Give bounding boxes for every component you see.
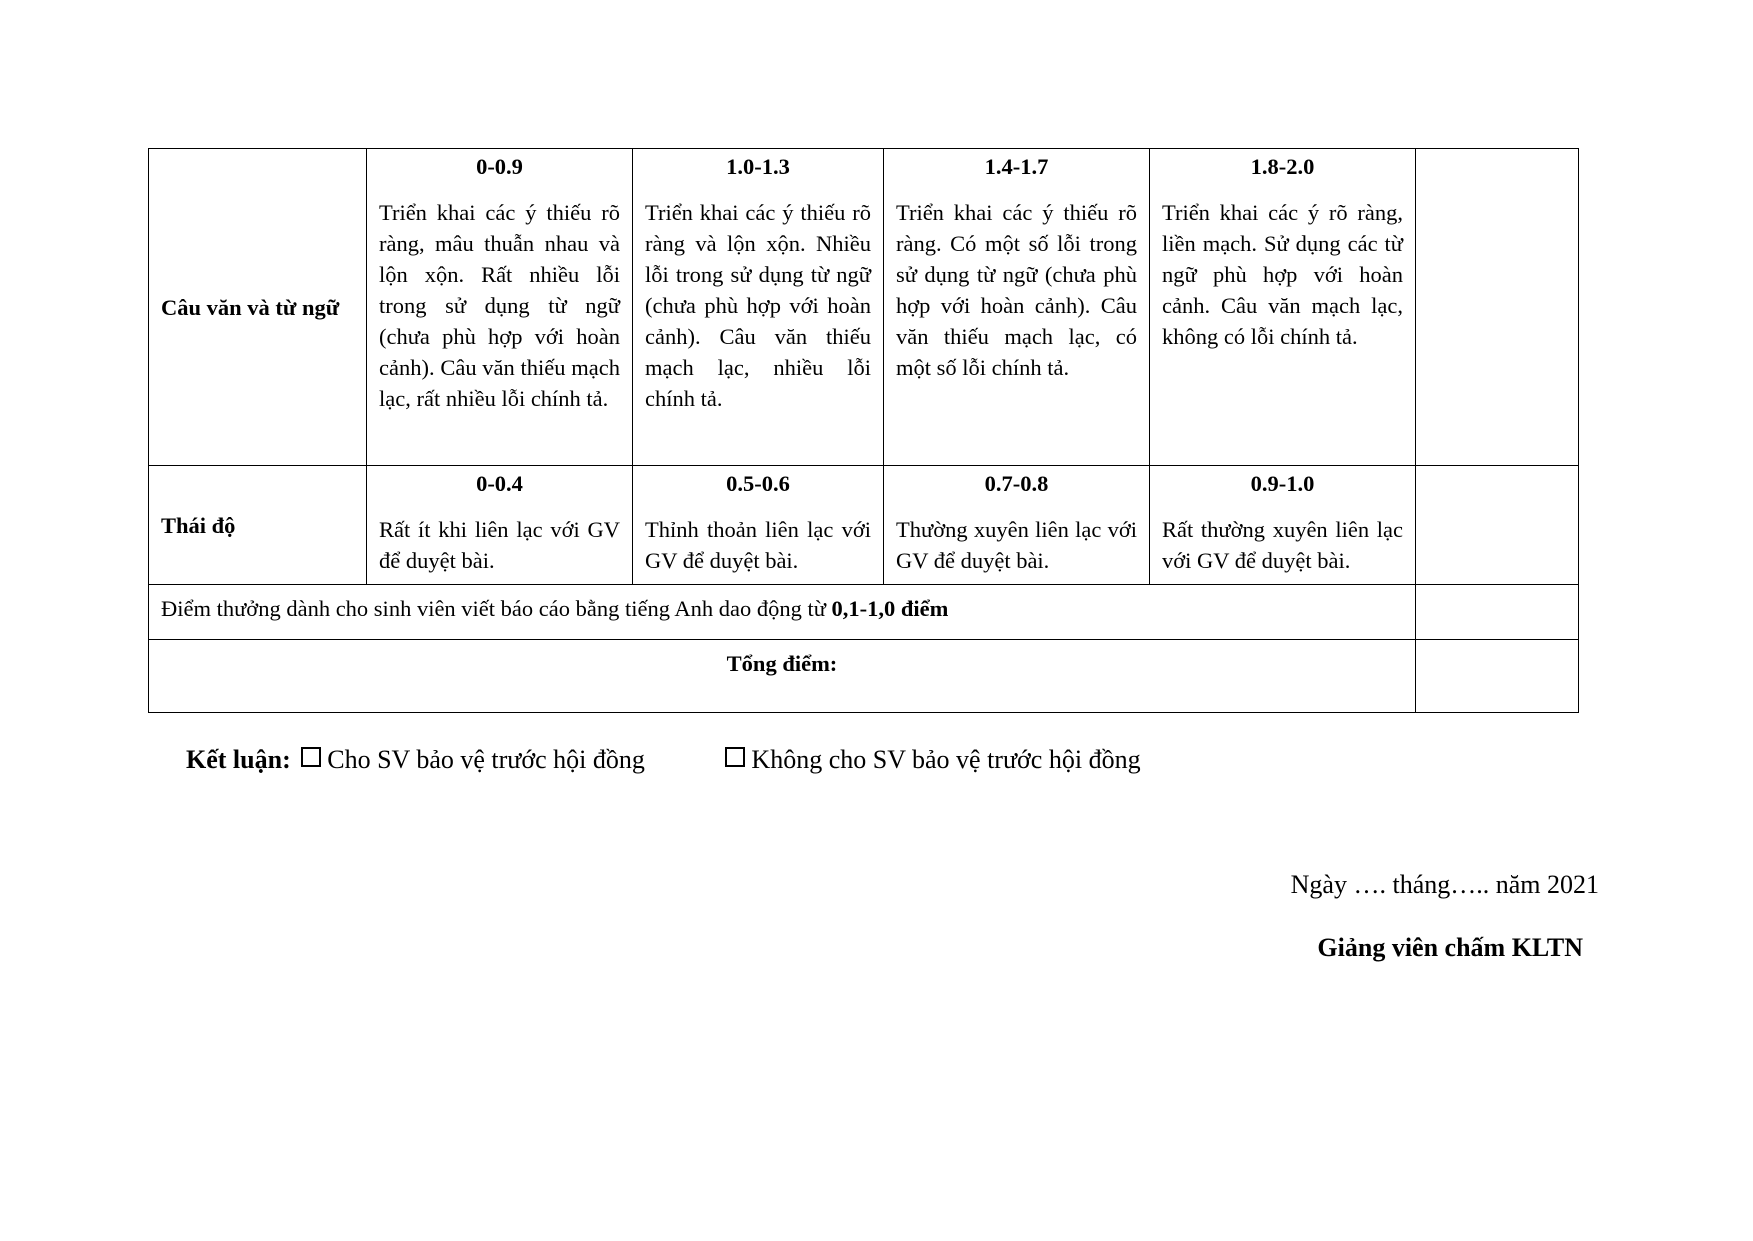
level-description: Rất ít khi liên lạc với GV để duyệt bài. — [367, 506, 633, 585]
level-description: Triển khai các ý rõ ràng, liền mạch. Sử dụng các từ ngữ phù hợp với hoàn cảnh. Câu văn mạch lạc, không có lỗi chính tả. — [1150, 189, 1416, 466]
level-description: Thường xuyên liên lạc với GV để duyệt bài. — [884, 506, 1150, 585]
score-range: 0.7-0.8 — [884, 466, 1150, 507]
table-row — [149, 149, 1579, 190]
conclusion-label: Kết luận: — [186, 745, 291, 774]
table-row — [149, 640, 1579, 713]
criterion-label: Thái độ — [149, 466, 367, 585]
score-range: 1.4-1.7 — [884, 149, 1150, 190]
score-range: 0.9-1.0 — [1150, 466, 1416, 507]
level-description: Triển khai các ý thiếu rõ ràng. Có một số lỗi trong sử dụng từ ngữ (chưa phù hợp với hoàn cảnh). Câu văn thiếu mạch lạc, có một số lỗi chính tả. — [884, 189, 1150, 466]
score-range: 0-0.4 — [367, 466, 633, 507]
bonus-note — [149, 585, 1416, 640]
rubric-table — [148, 148, 1579, 713]
level-description: Triển khai các ý thiếu rõ ràng và lộn xộn. Nhiều lỗi trong sử dụng từ ngữ (chưa phù hợp với hoàn cảnh). Câu văn thiếu mạch lạc, nhiều lỗi chính tả. — [633, 189, 884, 466]
score-cell — [1416, 466, 1579, 585]
bonus-range: 0,1-1,0 điểm — [831, 596, 949, 621]
level-description: Triển khai các ý thiếu rõ ràng, mâu thuẫn nhau và lộn xộn. Rất nhiều lỗi trong sử dụng từ ngữ (chưa phù hợp với hoàn cảnh). Câu văn thiếu mạch lạc, rất nhiều lỗi chính tả. — [367, 189, 633, 466]
deny-defense-label: Không cho SV bảo vệ trước hội đồng — [751, 745, 1141, 774]
level-description: Rất thường xuyên liên lạc với GV để duyệt bài. — [1150, 506, 1416, 585]
total-label: Tổng điểm: — [149, 640, 1416, 713]
score-cell — [1416, 585, 1579, 640]
deny-defense-checkbox[interactable] — [725, 747, 745, 767]
conclusion-line — [186, 745, 1141, 775]
score-range: 1.0-1.3 — [633, 149, 884, 190]
score-range: 0-0.9 — [367, 149, 633, 190]
total-score-cell — [1416, 640, 1579, 713]
table-row — [149, 585, 1579, 640]
allow-defense-label: Cho SV bảo vệ trước hội đồng — [327, 745, 645, 774]
score-cell — [1416, 149, 1579, 466]
table-row — [149, 466, 1579, 507]
date-line: Ngày …. tháng….. năm 2021 — [1290, 870, 1599, 899]
score-range: 1.8-2.0 — [1150, 149, 1416, 190]
bonus-text: Điểm thưởng dành cho sinh viên viết báo cáo bằng tiếng Anh dao động từ — [161, 596, 832, 621]
criterion-label: Câu văn và từ ngữ — [149, 149, 367, 466]
allow-defense-checkbox[interactable] — [301, 747, 321, 767]
score-range: 0.5-0.6 — [633, 466, 884, 507]
level-description: Thỉnh thoản liên lạc với GV để duyệt bài. — [633, 506, 884, 585]
signer-title: Giảng viên chấm KLTN — [1317, 933, 1583, 962]
